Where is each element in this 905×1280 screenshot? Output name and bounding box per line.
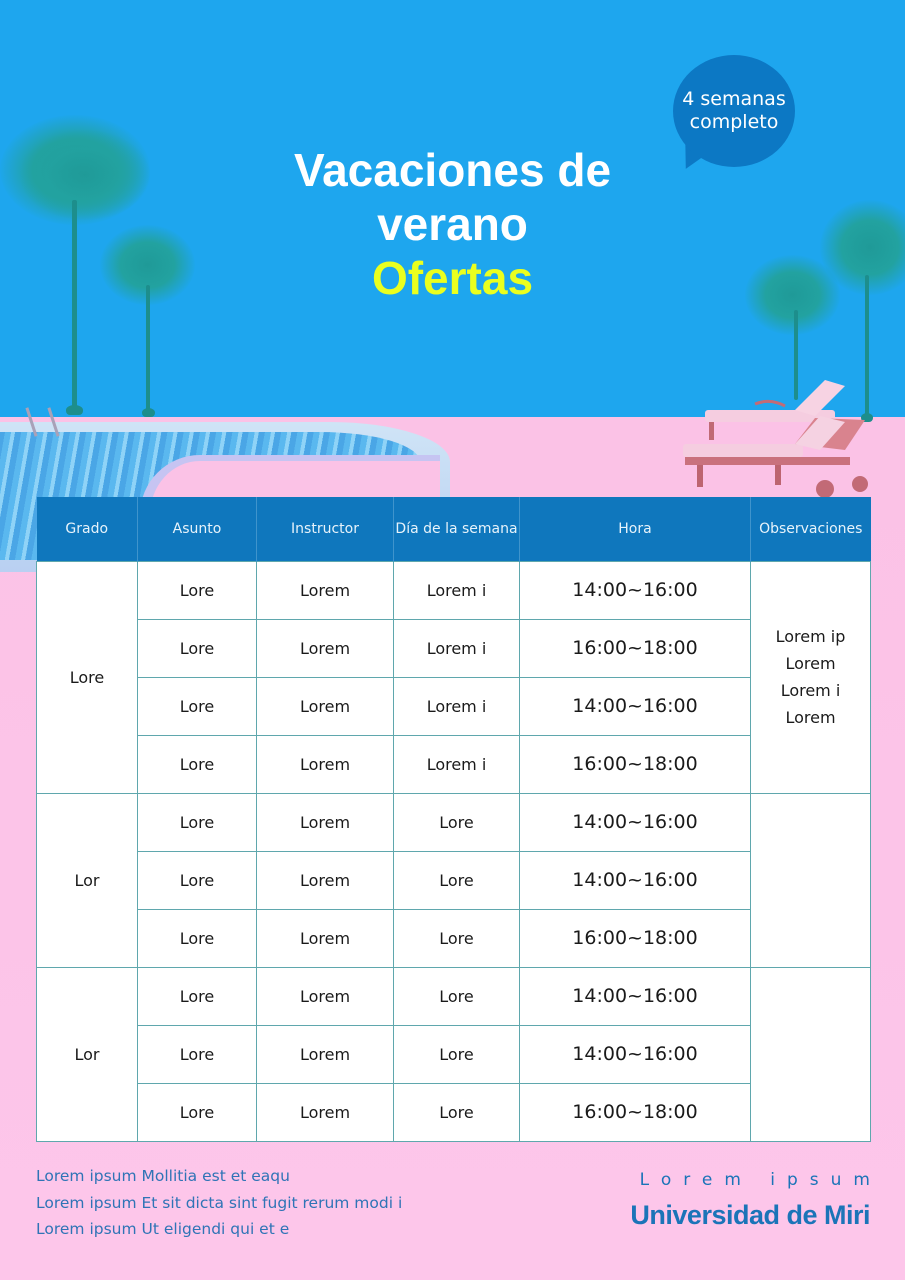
title-line-2: verano — [377, 198, 528, 250]
hora-cell: 14:00~16:00 — [520, 1025, 751, 1083]
dia-cell: Lore — [394, 967, 520, 1025]
observaciones-cell — [751, 793, 871, 967]
dia-cell: Lorem i — [394, 619, 520, 677]
instructor-cell: Lorem — [257, 967, 394, 1025]
table-row — [37, 561, 871, 619]
table-row — [37, 1083, 871, 1141]
instructor-cell: Lorem — [257, 909, 394, 967]
asunto-cell: Lore — [138, 561, 257, 619]
observaciones-line: Lorem ip — [775, 627, 846, 646]
observaciones-cell — [751, 561, 871, 793]
table-row — [37, 735, 871, 793]
table-row — [37, 619, 871, 677]
header-grado: Grado — [37, 497, 138, 561]
table-row — [37, 909, 871, 967]
table-row — [37, 1025, 871, 1083]
asunto-cell: Lore — [138, 677, 257, 735]
footer-note: Lorem ipsum Mollitia est et eaqu — [36, 1167, 290, 1185]
hora-cell: 16:00~18:00 — [520, 619, 751, 677]
badge-line-1: 4 semanas — [682, 88, 786, 110]
observaciones-line: Lorem i — [780, 681, 841, 700]
asunto-cell: Lore — [138, 793, 257, 851]
table-row — [37, 677, 871, 735]
header-hora: Hora — [520, 497, 751, 561]
instructor-cell: Lorem — [257, 1083, 394, 1141]
hora-cell: 14:00~16:00 — [520, 851, 751, 909]
table-row — [37, 851, 871, 909]
schedule-table — [36, 497, 871, 1142]
dia-cell: Lore — [394, 909, 520, 967]
hora-cell: 16:00~18:00 — [520, 1083, 751, 1141]
asunto-cell: Lore — [138, 735, 257, 793]
title-line-1: Vacaciones de — [293, 144, 612, 196]
header-asunto: Asunto — [138, 497, 257, 561]
hora-cell: 16:00~18:00 — [520, 735, 751, 793]
dia-cell: Lore — [394, 1083, 520, 1141]
header-dia: Día de la semana — [394, 497, 520, 561]
hora-cell: 14:00~16:00 — [520, 561, 751, 619]
page-title — [200, 143, 705, 305]
dia-cell: Lore — [394, 1025, 520, 1083]
asunto-cell: Lore — [138, 1025, 257, 1083]
footer-note: Lorem ipsum Ut eligendi qui et e — [36, 1220, 290, 1238]
hora-cell: 16:00~18:00 — [520, 909, 751, 967]
instructor-cell: Lorem — [257, 561, 394, 619]
instructor-cell: Lorem — [257, 1025, 394, 1083]
table-header-row — [37, 497, 871, 561]
observaciones-line: Lorem — [785, 708, 836, 727]
title-line-3: Ofertas — [371, 252, 534, 304]
footer-brand — [630, 1170, 882, 1231]
hora-cell: 14:00~16:00 — [520, 967, 751, 1025]
table-row — [37, 793, 871, 851]
asunto-cell: Lore — [138, 619, 257, 677]
header-instructor: Instructor — [257, 497, 394, 561]
grado-cell: Lore — [37, 561, 138, 793]
instructor-cell: Lorem — [257, 677, 394, 735]
dia-cell: Lore — [394, 851, 520, 909]
sun-lounger-icon — [675, 372, 875, 500]
asunto-cell: Lore — [138, 967, 257, 1025]
grado-cell: Lor — [37, 967, 138, 1141]
organization-name: Universidad de Miri — [630, 1200, 870, 1230]
footer-notes — [36, 1163, 402, 1243]
instructor-cell: Lorem — [257, 851, 394, 909]
instructor-cell: Lorem — [257, 619, 394, 677]
dia-cell: Lorem i — [394, 735, 520, 793]
observaciones-cell — [751, 967, 871, 1141]
dia-cell: Lore — [394, 793, 520, 851]
asunto-cell: Lore — [138, 1083, 257, 1141]
hora-cell: 14:00~16:00 — [520, 677, 751, 735]
badge-line-2: completo — [689, 111, 779, 133]
hora-cell: 14:00~16:00 — [520, 793, 751, 851]
asunto-cell: Lore — [138, 909, 257, 967]
instructor-cell: Lorem — [257, 793, 394, 851]
footer-tagline: Lorem ipsum — [639, 1170, 882, 1190]
dia-cell: Lorem i — [394, 561, 520, 619]
asunto-cell: Lore — [138, 851, 257, 909]
instructor-cell: Lorem — [257, 735, 394, 793]
header-observaciones: Observaciones — [751, 497, 871, 561]
dia-cell: Lorem i — [394, 677, 520, 735]
table-row — [37, 967, 871, 1025]
observaciones-line: Lorem — [785, 654, 836, 673]
grado-cell: Lor — [37, 793, 138, 967]
footer-note: Lorem ipsum Et sit dicta sint fugit rerum modi i — [36, 1193, 403, 1212]
